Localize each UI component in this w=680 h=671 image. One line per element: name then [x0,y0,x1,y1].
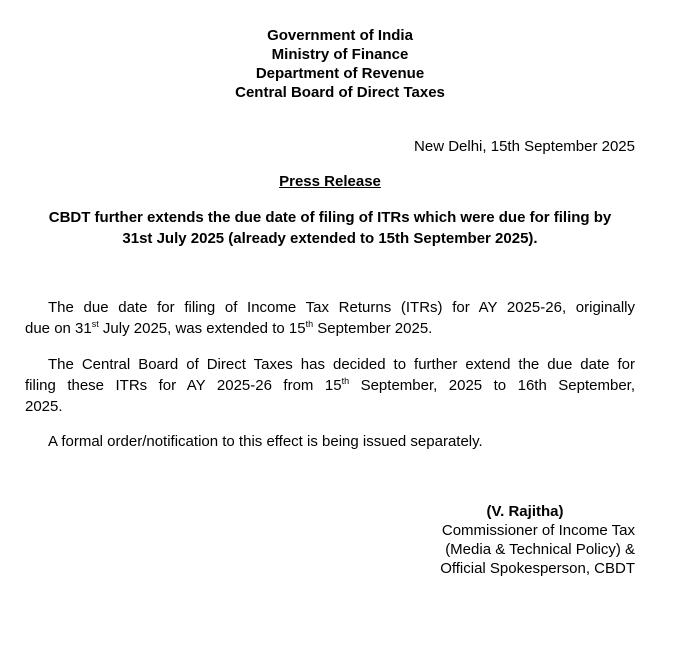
text-run: September, 2025 to 16th September, [349,377,635,394]
paragraph-line: The Central Board of Direct Taxes has decided to further extend the due date for [48,356,635,373]
paragraph-line: 2025. [25,398,63,415]
text-run: September 2025. [313,320,433,337]
paragraph-due-date [25,297,635,339]
ordinal-suffix: th [341,376,350,386]
signatory-role: Official Spokesperson, CBDT [440,560,635,577]
paragraph-line: A formal order/notification to this effect is being issued separately. [48,433,483,450]
signatory-name: (V. Rajitha) [486,503,564,520]
release-title: Press Release [279,173,381,190]
paragraph-line: The due date for filing of Income Tax Returns (ITRs) for AY 2025-26, originally [48,299,635,316]
signature-block [405,502,635,578]
paragraph-line [25,375,635,396]
dateline: New Delhi, 15th September 2025 [414,138,635,155]
signatory-title: Commissioner of Income Tax [441,522,635,539]
header-department: Department of Revenue [255,65,425,82]
header-board: Central Board of Direct Taxes [235,84,445,101]
ordinal-suffix: st [91,319,99,329]
headline-line-2: 31st July 2025 (already extended to 15th September 2025). [122,230,538,247]
text-run: filing these ITRs for AY 2025-26 from 15 [25,377,342,394]
text-run: due on 31 [25,320,92,337]
letterhead [0,26,680,102]
paragraph-notification [25,431,635,452]
header-government: Government of India [267,27,413,44]
ordinal-suffix: th [305,319,314,329]
paragraph-line [25,318,635,339]
signatory-department: (Media & Technical Policy) & [445,541,635,558]
header-ministry: Ministry of Finance [271,46,409,63]
headline [25,207,635,249]
text-run: July 2025, was extended to 15 [98,320,306,337]
headline-line-1: CBDT further extends the due date of filing of ITRs which were due for filing by [48,209,612,226]
paragraph-extension [25,354,635,417]
